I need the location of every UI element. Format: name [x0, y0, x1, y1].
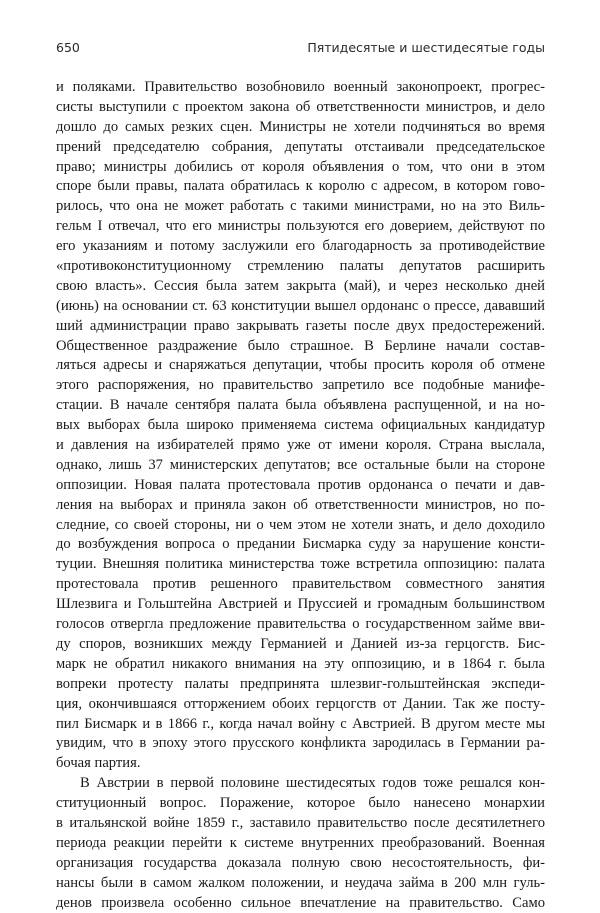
- text-line: дошло до самых резких сцен. Министры не хотели подчиняться во время: [56, 118, 545, 135]
- text-line: ляться адресы и снаряжаться депутации, чтобы просить короля об отмене: [56, 357, 545, 374]
- text-line: оппозиции. Новая палата протестовала против ордонанса о печати и дав-: [56, 476, 545, 493]
- text-line: (июнь) на основании ст. 63 конституции вышел ордонанс о прессе, дававший: [56, 297, 545, 314]
- text-line: увидим, что в эпоху этого прусского конфликта зародилась в Германии ра-: [56, 735, 545, 752]
- text-line: ления на выборах и приняла закон об ответственности министров, но по-: [56, 496, 545, 513]
- text-line: «противоконституционному стремлению палаты депутатов расширить: [56, 258, 545, 275]
- text-line: организация государства доказала полную свою несостоятельность, фи-: [56, 854, 545, 871]
- text-line: в итальянской войне 1859 г., заставило правительство после десятилетнего: [56, 814, 545, 831]
- text-line: этого распоряжения, но правительство запретило все подобные манифе-: [56, 377, 545, 394]
- text-line: Шлезвига и Гольштейна Австрией и Пруссией и громадным большинством: [56, 596, 545, 613]
- text-line: прений председателю собрания, депутаты отстаивали председательское: [56, 138, 545, 155]
- body-text: [56, 78, 545, 913]
- text-line: стации. В начале сентября палата была объявлена распущенной, и на но-: [56, 397, 545, 414]
- text-line: голосов отвергла предложение правительства о государственном займе вви-: [56, 616, 545, 633]
- text-line: рилось, что она не может работать с такими министрами, но на это Виль-: [56, 198, 545, 215]
- text-line: денов произвела особенно сильное впечатление на правительство. Само: [56, 894, 545, 911]
- text-line: и давления на избирателей прямо уже от имени короля. Страна выслала,: [56, 437, 545, 454]
- text-line: туции. Внешняя политика министерства тоже встретила оппозицию: палата: [56, 556, 545, 573]
- text-line: гельм I отвечал, что его министры пользуются его доверием, действуют по: [56, 218, 545, 235]
- text-line: нансы были в самом жалком положении, и неудача займа в 200 млн гуль-: [56, 874, 545, 891]
- text-line: ция, окончившаяся отторжением обоих герцогств от Дании. Так же посту-: [56, 695, 545, 712]
- text-line: ший администрации право закрывать газеты после двух предостережений.: [56, 317, 545, 334]
- text-line: право; министры добились от короля объявления о том, что они в этом: [56, 158, 545, 175]
- text-line: бочая партия.: [56, 755, 141, 772]
- running-header: [56, 40, 545, 60]
- text-line: вопреки протесту палаты предпринята шлезвиг-гольштейнская экспеди-: [56, 675, 545, 692]
- text-line: споре были правы, палата обратилась к королю с адресом, в котором гово-: [56, 178, 545, 195]
- paragraph-1: [56, 78, 545, 774]
- section-title: Пятидесятые и шестидесятые годы: [307, 40, 545, 55]
- text-line: его указаниям и потому заслужили его благодарность за противодействие: [56, 238, 545, 255]
- text-line: протестовала против решенного правительством совместного занятия: [56, 576, 545, 593]
- text-line: вых выборах была широко применяема система официальных кандидатур: [56, 417, 545, 434]
- text-line: ституционный вопрос. Поражение, которое было нанесено монархии: [56, 795, 545, 812]
- text-line: В Австрии в первой половине шестидесятых годов тоже решался кон-: [80, 775, 545, 792]
- text-line: однако, лишь 37 министерских депутатов; все остальные были на стороне: [56, 456, 545, 473]
- text-line: систы выступили с проектом закона об ответственности министров, и дело: [56, 98, 545, 115]
- text-line: свою власть». Сессия была затем закрыта (май), и через несколько дней: [56, 277, 545, 294]
- text-line: пил Бисмарк и в 1866 г., когда начал войну с Австрией. В другом месте мы: [56, 715, 545, 732]
- text-line: до возбуждения вопроса о предании Бисмарка суду за нарушение консти-: [56, 536, 545, 553]
- text-line: и поляками. Правительство возобновило военный законопроект, прогрес-: [56, 79, 545, 95]
- page-number: 650: [56, 40, 80, 55]
- text-line: ду споров, возникших между Германией и Данией из-за герцогств. Бис-: [56, 635, 545, 652]
- text-line: следние, со своей стороны, ни о чем этом не хотели знать, и дело доходило: [56, 516, 545, 533]
- text-line: Общественное раздражение было страшное. В Берлине начали состав-: [56, 337, 545, 354]
- text-line: периода реакции перейти к системе внутренних преобразований. Военная: [56, 834, 545, 851]
- paragraph-2: [56, 774, 545, 913]
- text-line: марк не обратил никакого внимания на эту оппозицию, и в 1864 г. была: [56, 655, 545, 672]
